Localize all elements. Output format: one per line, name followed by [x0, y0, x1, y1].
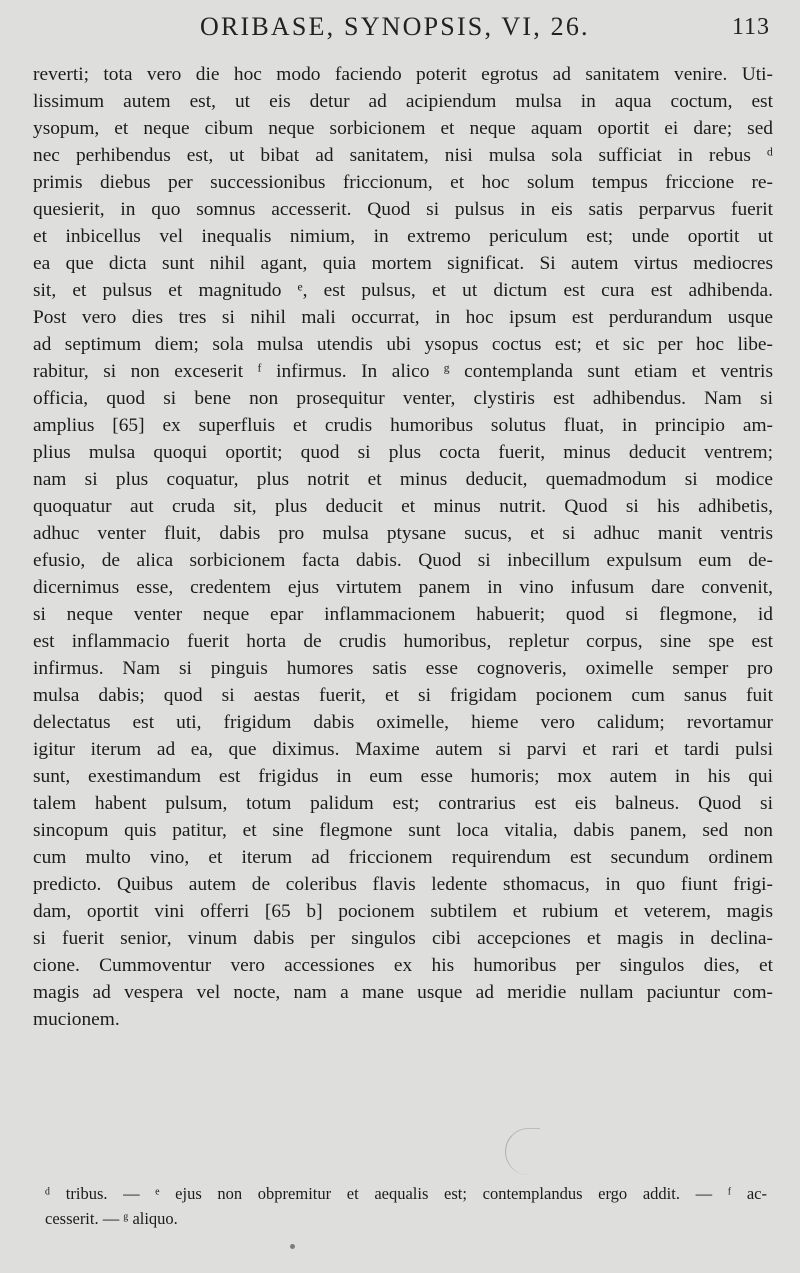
text-line: ea que dicta sunt nihil agant, quia mortem significat. Si autem virtus mediocres	[33, 253, 773, 274]
text-line: adhuc venter fluit, dabis pro mulsa ptysane sucus, et si adhuc manit ventris	[33, 523, 773, 544]
text-line: ad septimum diem; sola mulsa utendis ubi ysopus coctus est; et sic per hoc libe-	[33, 334, 773, 355]
text-line: cum multo vino, et iterum ad friccionem requirendum est secundum ordinem	[33, 847, 773, 868]
footnote-line: ᵈ tribus. — ᵉ ejus non obpremitur et aequalis est; contemplandus ergo addit. — ᶠ ac-	[45, 1184, 767, 1203]
text-line: rabitur, si non exceserit ᶠ infirmus. In alico ᵍ contemplanda sunt etiam et ventris	[33, 361, 773, 382]
page-number: 113	[731, 14, 770, 40]
text-line: sincopum quis patitur, et sine flegmone sunt loca vitalia, dabis panem, sed non	[33, 820, 773, 841]
text-line: mucionem.	[33, 1009, 120, 1030]
print-speck	[290, 1244, 295, 1249]
text-line: delectatus est uti, frigidum dabis oximelle, hieme vero calidum; revortamur	[33, 712, 773, 733]
text-line: efusio, de alica sorbicionem facta dabis. Quod si inbecillum expulsum eum de-	[33, 550, 773, 571]
footnotes	[45, 1181, 767, 1231]
text-line: nam si plus coquatur, plus notrit et minus deducit, quemadmodum si modice	[33, 469, 773, 490]
text-line: reverti; tota vero die hoc modo faciendo poterit egrotus ad sanitatem venire. Uti-	[33, 64, 773, 85]
text-line: quesierit, in quo somnus accesserit. Quod si pulsus in eis satis perparvus fuerit	[33, 199, 773, 220]
text-line: si fuerit senior, vinum dabis per singulos cibi accepciones et magis in declina-	[33, 928, 773, 949]
text-line: amplius [65] ex superfluis et crudis humoribus solutus fluat, in principio am-	[33, 415, 773, 436]
text-line: ysopum, et neque cibum neque sorbicionem et neque aquam oportit ei dare; sed	[33, 118, 773, 139]
running-title: ORIBASE, SYNOPSIS, VI, 26.	[200, 12, 590, 41]
text-line: et inbicellus vel inequalis nimium, in extremo periculum est; unde oportit ut	[33, 226, 773, 247]
running-head	[0, 12, 800, 52]
text-line: mulsa dabis; quod si aestas fuerit, et si frigidam pocionem cum sanus fuit	[33, 685, 773, 706]
print-smudge	[505, 1128, 540, 1175]
text-line: igitur iterum ad ea, que diximus. Maxime autem si parvi et rari et tardi pulsi	[33, 739, 773, 760]
text-line: officia, quod si bene non prosequitur venter, clystiris est adhibendus. Nam si	[33, 388, 773, 409]
text-line: primis diebus per successionibus friccionum, et hoc solum tempus friccione re-	[33, 172, 773, 193]
text-line: lissimum autem est, ut eis detur ad acipiendum mulsa in aqua coctum, est	[33, 91, 773, 112]
text-line: est inflammacio fuerit horta de crudis humoribus, repletur corpus, sine spe est	[33, 631, 773, 652]
text-line: sit, et pulsus et magnitudo ᵉ, est pulsus, et ut dictum est cura est adhibenda.	[33, 280, 773, 301]
text-line: magis ad vespera vel nocte, nam a mane usque ad meridie nullam paciuntur com-	[33, 982, 773, 1003]
text-line: cione. Cummoventur vero accessiones ex his humoribus per singulos dies, et	[33, 955, 773, 976]
text-line: sunt, exestimandum est frigidus in eum esse humoris; mox autem in his qui	[33, 766, 773, 787]
footnote-line: cesserit. — ᵍ aliquo.	[45, 1209, 178, 1228]
text-line: talem habent pulsum, totum palidum est; contrarius est eis balneus. Quod si	[33, 793, 773, 814]
text-line: dicernimus esse, credentem ejus virtutem panem in vino infusum dare convenit,	[33, 577, 773, 598]
text-line: predicto. Quibus autem de coleribus flavis ledente sthomacus, in quo fiunt frigi-	[33, 874, 773, 895]
text-line: nec perhibendus est, ut bibat ad sanitatem, nisi mulsa sola sufficiat in rebus ᵈ	[33, 145, 773, 166]
text-line: infirmus. Nam si pinguis humores satis esse cognoveris, oximelle semper pro	[33, 658, 773, 679]
text-line: plius mulsa quoqui oportit; quod si plus cocta fuerit, minus deducit ventrem;	[33, 442, 773, 463]
text-line: si neque venter neque epar inflammacionem habuerit; quod si flegmone, id	[33, 604, 773, 625]
text-line: quoquatur aut cruda sit, plus deducit et minus nutrit. Quod si his adhibetis,	[33, 496, 773, 517]
text-line: dam, oportit vini offerri [65 b] pocionem subtilem et rubium et veterem, magis	[33, 901, 773, 922]
body-text	[33, 61, 773, 1033]
text-line: Post vero dies tres si nihil mali occurrat, in hoc ipsum est perdurandum usque	[33, 307, 773, 328]
